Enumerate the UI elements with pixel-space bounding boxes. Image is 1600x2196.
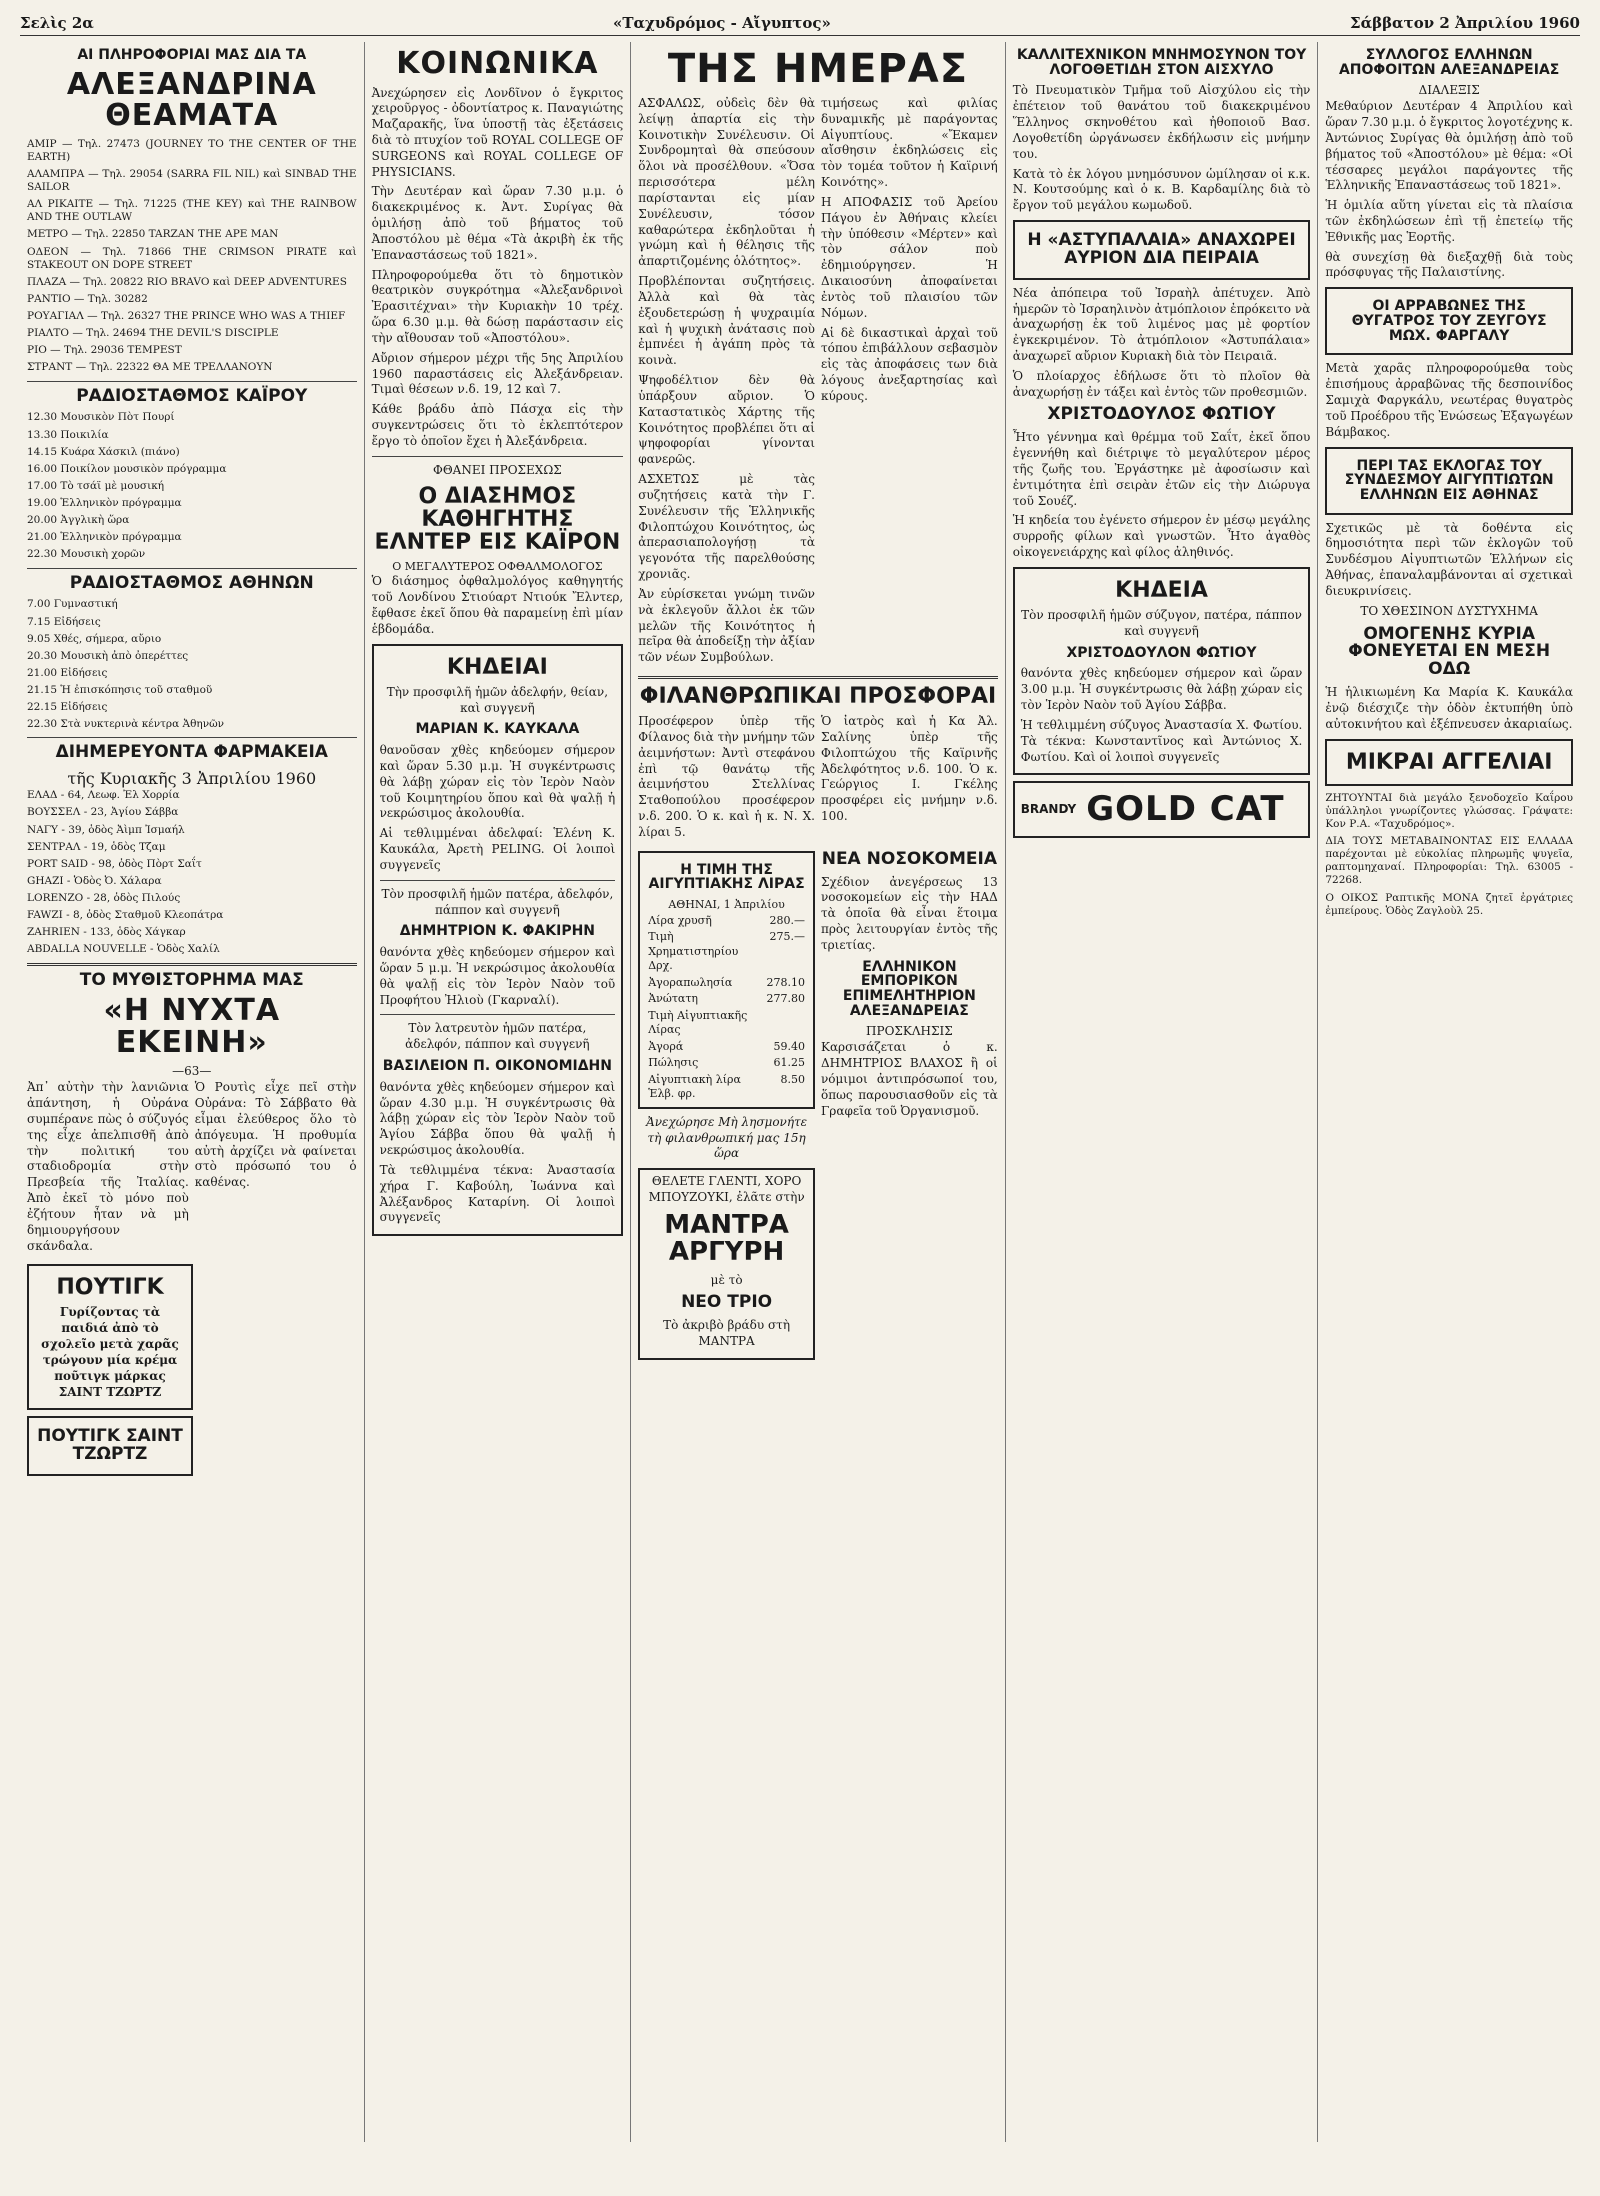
tavern-ad (638, 1168, 815, 1360)
pharmacy-item: ΝΑΓΥ - 39, ὁδὸς Ἀὶμπ Ἰσμαήλ (27, 823, 185, 836)
pharmacy-item: PORT SAID - 98, ὁδὸς Πὸρτ Σαΐτ (27, 857, 202, 870)
lira-dateline: ΑΘΗΝΑΙ, 1 Ἀπριλίου (668, 898, 785, 912)
radio-item: 16.00 Ποικίλον μουσικὸν πρόγραμμα (27, 462, 227, 475)
funeral-intro: Τὸν λατρευτὸν ἡμῶν πατέρα, ἀδελφόν, πάππον καὶ συγγενῆ (405, 1021, 590, 1052)
alumni-paragraph: Μεθαύριον Δευτέραν 4 Ἀπριλίου καὶ ὥραν 7.30 μ.μ. ὁ ἔγκριτος λογοτέχνης κ. Ἀντώνιος Συρίγας θὰ ὁμιλήσῃ ἀπὸ τοῦ βήματος τοῦ «Ἀποστόλου» μὲ θέμα: «Οἱ τέσσαρες μεγάλοι παράγοντες τῆς Ἑλληνικῆς Ἐπαναστάσεως τοῦ 1821». (1325, 99, 1573, 193)
radio-cairo-heading: ΡΑΔΙΟΣΤΑΘΜΟΣ ΚΑΪΡΟΥ (76, 385, 308, 406)
elections-heading: ΠΕΡΙ ΤΑΣ ΕΚΛΟΓΑΣ ΤΟΥ ΣΥΝΔΕΣΜΟΥ ΑΙΓΥΠΤΙΩΤΩΝ ΕΛΛΗΝΩΝ ΕΙΣ ΑΘΗΝΑΣ (1344, 457, 1554, 503)
philanthropy-heading: ΦΙΛΑΝΘΡΩΠΙΚΑΙ ΠΡΟΣΦΟΡΑΙ (639, 683, 997, 709)
day-paragraph: ΑΣΦΑΛΩΣ, οὐδεὶς δὲν θὰ λείψῃ ἀπαρτία εἰς τὴν Κοινοτικὴν Συνέλευσιν. Οἱ Συνδρομηταὶ θὰ σπεύσουν ὅλοι νὰ προσέλθουν. «Ὅσα περισσότερα μέλη παρίστανται εἰς μίαν Συνέλευσιν, τόσον καθαρώτερα ἐκδηλοῦται ἡ γνώμη καὶ ἡ θέλησις τῆς ἀπαρτιζομένης ὁλότητος». (638, 96, 815, 269)
radio-item: 21.00 Ἑλληνικὸν πρόγραμμα (27, 531, 182, 544)
astypalaia-box (1013, 220, 1311, 280)
cinema-item: ΡΟΥΑΓΙΑΛ — Τηλ. 26327 THE PRINCE WHO WAS A THIEF (27, 310, 346, 323)
funeral-name: ΜΑΡΙΑΝ Κ. ΚΑΥΚΑΛΑ (415, 721, 580, 738)
alumni-paragraph: θὰ συνεχίσῃ θὰ διεξαχθῇ διὰ τοὺς πρόσφυγας τῆς Παλαιστίνης. (1325, 249, 1573, 280)
radio-item: 22.30 Μουσικὴ χορῶν (27, 548, 146, 561)
pharmacy-item: ΕΛΑΔ - 64, Λεωφ. Ἐλ Χορρία (27, 789, 180, 802)
pharmacy-item: ΣΕΝΤΡΑΛ - 19, ὁδὸς Τζαμ (27, 840, 166, 853)
astypalaia-paragraph: Νέα ἀπόπειρα τοῦ Ἰσραὴλ ἀπέτυχεν. Ἀπὸ ἡμερῶν τὸ Ἰσραηλινὸν ἀτμόπλοιον ἐπρόκειτο νὰ ἀναχωρήσῃ ἐκ τοῦ λιμένος μας μὲ φορτίον ἐγκεκριμένον. Τὸ ἀτμόπλοιον «Ἀστυπάλαια» ἀναχωρεῖ αὔριον Κυριακὴ διὰ τὸν Πειραιᾶ. (1012, 285, 1311, 363)
page-header (20, 14, 1580, 36)
social-paragraph: Αὔριον σήμερον μέχρι τῆς 5ης Ἀπριλίου 1960 παραστάσεις εἰς Ἀλεξάνδρειαν. Τιμαὶ θέσεων ν.δ. 19, 12 καὶ 7. (371, 350, 624, 397)
day-paragraph: Προβλέπονται συζητήσεις. Ἀλλὰ καὶ θὰ τὰς ἐξουδετερώσῃ ἡ ψυχραιμία καὶ ἡ ψυχικὴ ἀνάτασις ποὺ ἐμπνέει ἡ ἀγάπη πρὸς τὰ κοινὰ. (638, 274, 815, 368)
funeral-heading: ΚΗΔΕΙΑ (1115, 577, 1208, 603)
newspaper-name: «Ταχυδρόμος - Αἴγυπτος» (612, 14, 831, 32)
novel-section-heading: ΤΟ ΜΥΘΙΣΤΟΡΗΜΑ ΜΑΣ (79, 969, 304, 990)
hospitals-paragraph: Σχέδιον ἀνεγέρσεως 13 νοσοκομείων εἰς τὴν ΗΑΔ τὰ ὁποῖα θὰ εἶναι ἕτοιμα πρὸς λειτουργίαν ἐντὸς τῆς τριετίας. (820, 874, 998, 952)
pharmacy-item: ΒΟΥΣΣΕΛ - 23, Ἀγίου Σάββα (27, 806, 179, 819)
pudding-ad-text: Γυρίζοντας τὰ παιδιά ἀπὸ τὸ σχολεῖο μετὰ χαρᾶς τρώγουν μία κρέμα ποῦτιγκ μάρκας ΣΑΙΝΤ ΤΖΩΡΤΖ (41, 1305, 179, 1399)
funeral-text: θανόντα χθὲς κηδεύομεν σήμερον καὶ ὥραν 3.00 μ.μ. Ἡ συγκέντρωσις θὰ λάβῃ χώραν εἰς τὸν Ἱερὸν Ναὸν τοῦ Ἁγίου Σάββα. (1020, 666, 1303, 713)
classified-item: Ο ΟΙΚΟΣ Ραπτικῆς ΜΟΝΑ ζητεῖ ἐργάτριες ἐμπείρους. Ὁδὸς Ζαγλοὺλ 25. (1325, 891, 1573, 917)
novel-episode-number: —63— (172, 1064, 212, 1079)
classifieds-heading: ΜΙΚΡΑΙ ΑΓΓΕΛΙΑΙ (1345, 749, 1553, 775)
philanthropy-paragraph: Ὁ ἰατρὸς καὶ ἡ Κα Ἀλ. Σαλίνης ὑπὲρ τῆς Φιλοπτώχου τῆς Καϊρινῆς Ἀδελφότητος ν.δ. 100. Ὁ κ. Γεώργιος Ι. Γκέλης προσφέρει εἰς μνήμην ν.δ. 100. (820, 714, 998, 824)
funeral-name: ΧΡΙΣΤΟΔΟΥΛΟΝ ΦΩΤΙΟΥ (1066, 644, 1257, 661)
alumni-paragraph: Ἡ ὁμιλία αὕτη γίνεται εἰς τὰ πλαίσια τῶν ἐκδηλώσεων ἐπὶ τῇ ἐπετείῳ τῆς Ἐθνικῆς μας Ἑορτῆς. (1325, 198, 1573, 244)
day-paragraph: Ψηφοδέλτιον δὲν θὰ ὑπάρξουν αὔριον. Ὁ Καταστατικὸς Χάρτης τῆς Κοινότητος προβλέπει ὅτι αἱ ψηφοφορίαι γίνονται φανερῶς. (638, 373, 815, 467)
funeral-family: Τὰ τεθλιμμένα τέκνα: Ἀναστασία χήρα Γ. Καβούλη, Ἰωάννα καὶ Ἀλέξανδρος Καταρίνη. Οἱ λοιποὶ συγγενεῖς (379, 1162, 616, 1225)
cinema-item: ΑΛΑΜΠΡΑ — Τηλ. 29054 (SARRA FIL NIL) καὶ SINBAD THE SAILOR (27, 167, 357, 194)
pharmacy-item: GHAZI - Ὁδὸς Ὀ. Χάλαρα (27, 874, 162, 887)
table-row: Ἀγορά 59.40 (648, 1039, 805, 1053)
tavern-ad-name: ΜΑΝΤΡΑ ΑΡΓΥΡΗ (664, 1209, 789, 1268)
cinema-item: ΟΔΕΟΝ — Τηλ. 71866 THE CRIMSON PIRATE καὶ STAKEOUT ON DOPE STREET (27, 245, 357, 271)
page-number: Σελὶς 2α (20, 14, 94, 32)
classified-item: ΖΗΤΟΥΝΤΑΙ διὰ μεγάλο ξενοδοχεῖο Καΐρου ὑπάλληλοι γνωρίζοντες γλώσσας. Γράψατε: Κον Ρ.Α. «Ταχυδρόμος». (1325, 791, 1573, 830)
engagement-box (1325, 287, 1573, 355)
table-row: Πώλησις 61.25 (648, 1056, 805, 1070)
obituary-paragraph: Ἦτο γέννημα καὶ θρέμμα τοῦ Σαΐτ, ἐκεῖ ὅπου ἐγεννήθη καὶ διέτριψε τὸ μεγαλύτερον μέρος τῆς ζωῆς του. Ἐργάστηκε μὲ ἀφοσίωσιν καὶ ἐντιμότητα ἐπὶ σειρὰν ἐτῶν εἰς τὴν Διώρυγα τοῦ Σουέζ. (1012, 430, 1311, 508)
pharmacy-list (27, 789, 357, 956)
radio-athens-list (27, 598, 357, 731)
day-paragraph: Ἀν εὑρίσκεται γνώμη τινῶν νὰ ἐκλεγοῦν ἄλλοι ἐκ τῶν μελῶν τῆς Κοινότητος ἡ πεῖρα θὰ ἀποδείξῃ τὴν ἀξίαν τῶν νέων Συμβούλων. (638, 586, 815, 665)
column-of-the-day (631, 42, 1006, 2142)
radio-item: 22.30 Στὰ νυκτερινὰ κέντρα Ἀθηνῶν (27, 718, 225, 731)
tavern-ad-with: μὲ τὸ (710, 1272, 743, 1287)
funeral-name: ΒΑΣΙΛΕΙΟΝ Π. ΟΙΚΟΝΟΜΙΔΗΝ (382, 1058, 612, 1075)
divider (380, 880, 616, 881)
funeral-name: ΔΗΜΗΤΡΙΟΝ Κ. ΦΑΚΙΡΗΝ (399, 923, 596, 940)
cinema-item: ΡΑΝΤΙΟ — Τηλ. 30282 (27, 292, 148, 305)
pharmacy-item: LORENZO - 28, ὁδὸς Πιλούς (27, 892, 181, 905)
tavern-ad-footer: Τὸ ἀκριβὸ βράδυ στὴ ΜΑΝΤΡΑ (663, 1318, 791, 1349)
brandy-label: BRANDY (1020, 801, 1077, 816)
chamber-subheading: ΠΡΟΣΚΛΗΣΙΣ (866, 1024, 953, 1039)
social-heading: ΚΟΙΝΩΝΙΚΑ (396, 46, 599, 81)
reminder-ad: Ἀνεχώρησε Μὴ λησμονήτε τὴ φιλανθρωπική μας 15η ὥρα (646, 1114, 808, 1161)
cinema-item: ΡΙΑΛΤΟ — Τηλ. 24694 THE DEVIL'S DISCIPLE (27, 327, 279, 340)
radio-item: 17.00 Τὸ τσάϊ μὲ μουσική (27, 479, 165, 492)
chamber-paragraph: Καρσισάζεται ὁ κ. ΔΗΜΗΤΡΙΟΣ ΒΛΑΧΟΣ ἢ οἱ νόμιμοι ἀντιπρόσωποί του, ὅπως παρουσιασθοῦν εἰς τὰ Γραφεῖα τοῦ Ὀργανισμοῦ. (820, 1040, 998, 1118)
alumni-heading: ΣΥΛΛΟΓΟΣ ΕΛΛΗΝΩΝ ΑΠΟΦΟΙΤΩΝ ΑΛΕΞΑΝΔΡΕΙΑΣ (1338, 47, 1560, 78)
engagement-heading: ΟΙ ΑΡΡΑΒΩΝΕΣ ΤΗΣ ΘΥΓΑΤΡΟΣ ΤΟΥ ΖΕΥΓΟΥΣ ΜΩΧ. ΦΑΡΓΑΛΥ (1351, 298, 1547, 344)
philanthropy-paragraph: Προσέφερον ὑπὲρ τῆς Φίλανος διὰ τὴν μνήμην τῶν ἀειμνήστων: Ἀντὶ στεφάνου ἐπὶ τῷ θανάτῳ τῆς ἀειμνήστου Στελλίνας Σταθοπούλου προσέφερον ν.δ. 200. Ὁ κ. καὶ ἡ κ. Ν. Χ. λίραι 5. (638, 714, 815, 839)
column-entertainment (20, 42, 365, 2142)
table-row: Τιμὴ Αἰγυπτιακῆς Λίρας (648, 1008, 748, 1037)
table-row: Λίρα χρυσῆ 280.— (648, 913, 805, 927)
memorial-paragraph: Κατὰ τὸ ἐκ λόγου μνημόσυνον ὡμίλησαν οἱ κ.κ. Ν. Κουτσούμης καὶ ὁ κ. Β. Καρδαμίλης διὰ τὸ ἔργον τοῦ μεγάλου κωμωδοῦ. (1012, 166, 1311, 213)
cinema-item: ΜΕΤΡΟ — Τηλ. 22850 TARZAN THE APE MAN (27, 228, 279, 241)
accident-kicker: ΤΟ ΧΘΕΣΙΝΟΝ ΔΥΣΤΥΧΗΜΑ (1360, 603, 1538, 618)
lower-section (638, 845, 998, 1366)
column-associations (1318, 42, 1580, 2142)
feature-headline: Ο ΔΙΑΣΗΜΟΣ ΚΑΘΗΓΗΤΗΣ ΕΛΝΤΕΡ ΕΙΣ ΚΑΪΡΟΝ (374, 483, 621, 555)
funeral-text: θανοῦσαν χθὲς κηδεύομεν σήμερον καὶ ὥραν 5.30 μ.μ. Ἡ συγκέντρωσις θὰ λάβῃ χώραν εἰς τὸν Ἱερὸν Ναὸν τοῦ Κοιμητηρίου ὅπου καὶ θὰ ψαλῇ ἡ νεκρώσιμος ἀκολουθία. (379, 743, 616, 821)
column-arts (1006, 42, 1319, 2142)
funeral-text: θανόντα χθὲς κηδεύομεν σήμερον καὶ ὥραν 4.30 μ.μ. Ἡ συγκέντρωσις θὰ λάβῃ χώραν εἰς τὸν Ἱερὸν Ναὸν τοῦ Ἁγίου Σάββα ὅπου θὰ ψαλῇ ἡ νεκρώσιμος ἀκολουθία. (379, 1079, 616, 1158)
chamber-heading: ΕΛΛΗΝΙΚΟΝ ΕΜΠΟΡΙΚΟΝ ΕΠΙΜΕΛΗΤΗΡΙΟΝ ΑΛΕΞΑΝΔΡΕΙΑΣ (842, 958, 976, 1019)
funeral-intro: Τὸν προσφιλῆ ἡμῶν πατέρα, ἀδελφόν, πάππον καὶ συγγενῆ (381, 886, 614, 917)
day-paragraph: Η ΑΠΟΦΑΣΙΣ τοῦ Ἀρείου Πάγου ἐν Ἀθήναις κλείει τὴν ὑπόθεσιν «Μέρτεν» καὶ τὸν σάλον ποὺ ἐδημιούργησεν. Ἡ Δικαιοσύνη ἀποφαίνεται ἐντὸς τοῦ πλαισίου τῶν Νόμων. (820, 194, 998, 320)
novel-title: «Η ΝΥΧΤΑ ΕΚΕΙΝΗ» (103, 993, 281, 1060)
radio-item: 7.15 Εἰδήσεις (27, 615, 101, 628)
novel-body (27, 1080, 357, 1258)
funeral-intro: Τὴν προσφιλῆ ἡμῶν ἀδελφήν, θείαν, καὶ συγγενῆ (386, 684, 609, 715)
cinema-item: ΑΛ ΡΙΚΑΙΤΕ — Τηλ. 71225 (THE KEY) καὶ THE RAINBOW AND THE OUTLAW (27, 198, 357, 224)
classified-item: ΔΙΑ ΤΟΥΣ ΜΕΤΑΒΑΙΝΟΝΤΑΣ ΕΙΣ ΕΛΛΑΔΑ παρέχονται μὲ εὐκολίας πληρωμῆς ψυγεῖα, ραπτομηχαναί. Πληροφορίαι: Τηλ. 63005 - 72268. (1325, 835, 1573, 887)
lira-box (638, 851, 815, 1109)
lira-heading: Η ΤΙΜΗ ΤΗΣ ΑΙΓΥΠΤΙΑΚΗΣ ΛΙΡΑΣ (648, 861, 805, 893)
elections-box (1325, 447, 1573, 515)
funeral-family: Αἱ τεθλιμμέναι ἀδελφαί: Ἑλένη Κ. Καυκάλα, Ἀρετὴ PELING. Οἱ λοιποὶ συγγενεῖς (379, 826, 616, 872)
radio-item: 21.15 Ἡ ἐπισκόπησις τοῦ σταθμοῦ (27, 684, 213, 696)
accident-paragraph: Ἡ ἡλικιωμένη Κα Μαρία Κ. Καυκάλα ἐνῷ διέσχιζε τὴν ὁδὸν ἐκτυπήθη ὑπὸ αὐτοκινήτου καὶ ἐξέπνευσεν ἀκαριαίως. (1325, 685, 1573, 731)
tavern-ad-trio: ΝΕΟ ΤΡΙΟ (681, 1292, 773, 1313)
astypalaia-heading: Η «ΑΣΤΥΠΑΛΑΙΑ» ΑΝΑΧΩΡΕΙ ΑΥΡΙΟΝ ΔΙΑ ΠΕΙΡΑΙΑ (1027, 230, 1296, 268)
cinema-item: ΠΛΑΖΑ — Τηλ. 20822 RIO BRAVO καὶ DEEP ADVENTURES (27, 275, 347, 288)
pudding-ad (27, 1264, 193, 1410)
pudding-ad-2-title: ΠΟΥΤΙΓΚ ΣΑΙΝΤ ΤΖΩΡΤΖ (37, 1426, 183, 1465)
memorial-paragraph: Τὸ Πνευματικὸν Τμῆμα τοῦ Αἰσχύλου εἰς τὴν ἐπέτειον τοῦ θανάτου τοῦ διακεκριμένου Ἕλληνος σκηνοθέτου καὶ ἠθοποιοῦ Βασ. Λογοθετίδη ὠργάνωσεν ἐκδήλωσιν εἰς μνήμην του. (1012, 83, 1311, 161)
pudding-ad-title: ΠΟΥΤΙΓΚ (56, 1275, 164, 1301)
brandy-ad (1013, 781, 1311, 838)
social-paragraph: Πληροφορούμεθα ὅτι τὸ δημοτικὸν θεατρικὸν συγκρότημα «Ἀλεξανδρινοὶ Ἐρασιτέχναι» τὴν Κυριακὴν 10 τρέχ. ὥρα 6.30 μ.μ. θὰ δώσῃ παράστασιν εἰς τὴν αἴθουσαν τοῦ «Ἀποστόλου». (371, 267, 624, 345)
day-paragraph: τιμήσεως καὶ φιλίας δυναμικῆς μὲ παράγοντας Αἰγυπτίους. «Ἔκαμεν αἴσθησιν ἐκδηλώσεις εἰς τὸν τομέα τοῦτον ἡ Καϊρινή Κοινότης». (820, 96, 998, 190)
divider (27, 737, 357, 738)
funeral-family: Ἡ τεθλιμμένη σύζυγος Ἀναστασία Χ. Φωτίου. Τὰ τέκνα: Κωνσταντῖνος καὶ Ἀντώνιος Χ. Φωτίου. Καὶ οἱ λοιποὶ συγγενεῖς (1020, 717, 1303, 764)
hospitals-heading: ΝΕΑ ΝΟΣΟΚΟΜΕΙΑ (821, 848, 998, 869)
engagement-paragraph: Μετὰ χαρᾶς πληροφορούμεθα τοὺς ἐπισήμους ἀρραβῶνας τῆς δεσποινίδος Σαμιχὰ Φαργκάλυ, νεωτέρας θυγατρὸς τοῦ Προέδρου τῆς Ἐνώσεως Ἐξαγωγέων Βάμβακος. (1325, 361, 1573, 439)
column-social (365, 42, 632, 2142)
obituary-paragraph: Ἡ κηδεία του ἐγένετο σήμερον ἐν μέσῳ μεγάλης συρροῆς φίλων καὶ γνωστῶν. Ἦτο ἀγαθὸς οἰκογενειάρχης καὶ φίλος ἀληθινός. (1012, 513, 1311, 560)
table-row: Ἀγοραπωλησία 278.10 (648, 975, 805, 989)
funeral-text: θανόντα χθὲς κηδεύομεν σήμερον καὶ ὥραν 5 μ.μ. Ἡ νεκρώσιμος ἀκολουθία θὰ ψαλῇ εἰς τὸν Ἱερὸν Ναὸν τοῦ Προφήτου Ἠλιοὺ (Γκαρναλί). (379, 945, 616, 1007)
pharmacy-heading: ΔΙΗΜΕΡΕΥΟΝΤΑ ΦΑΡΜΑΚΕΙΑ (55, 742, 328, 763)
funerals-heading: ΚΗΔΕΙΑΙ (446, 654, 548, 680)
table-row: Τιμὴ Χρηματιστηρίου Δρχ. 275.— (648, 930, 805, 973)
day-body (638, 96, 998, 670)
day-heading: ΤΗΣ ΗΜΕΡΑΣ (667, 46, 969, 92)
pharmacy-item: ZAHRIEN - 133, ὁδὸς Χάγκαρ (27, 926, 186, 939)
feature-subheadline: Ο ΜΕΓΑΛΥΤΕΡΟΣ ΟΦΘΑΛΜΟΛΟΓΟΣ (392, 559, 603, 573)
brandy-name: GOLD CAT (1086, 789, 1285, 830)
pharmacy-subheading: τῆς Κυριακῆς 3 Ἀπριλίου 1960 (67, 769, 317, 789)
radio-item: 20.30 Μουσικὴ ἀπὸ ὀπερέττες (27, 649, 189, 662)
elections-paragraph: Σχετικῶς μὲ τὰ δοθέντα εἰς δημοσιότητα περὶ τῶν ἐκλογῶν τοῦ Συνδέσμου Αἰγυπτιωτῶν Ἑλλήνων εἰς Ἀθήνας, ἐπαναλαμβάνονται αἱ σχετικαὶ διευκρινίσεις. (1325, 520, 1573, 598)
radio-cairo-list (27, 411, 357, 561)
feature-paragraph: Ὁ διάσημος ὀφθαλμολόγος καθηγητής τοῦ Λονδίνου Στιούαρτ Ντιούκ Ἔλντερ, ἔφθασε ἐκεῖ ὅπου θὰ παραμείνῃ ἐπὶ μίαν ἑβδομάδα. (371, 574, 624, 636)
astypalaia-paragraph: Ὁ πλοίαρχος ἐδήλωσε ὅτι τὸ πλοῖον θὰ ἀναχωρήσῃ ἐν τάξει καὶ ἐντὸς τῶν προθεσμιῶν. (1012, 368, 1311, 399)
philanthropy-body (638, 714, 998, 845)
obituary-heading: ΧΡΙΣΤΟΔΟΥΛΟΣ ΦΩΤΙΟΥ (1047, 404, 1276, 425)
cinema-item: ΑΜΙΡ — Τηλ. 27473 (JOURNEY TO THE CENTER OF THE EARTH) (27, 137, 357, 163)
classifieds-box (1325, 739, 1573, 786)
cinema-item: ΣΤΡΑΝΤ — Τηλ. 22322 ΘΑ ΜΕ ΤΡΕΛΛΑΝΟΥΝ (27, 361, 273, 374)
divider (27, 963, 357, 966)
divider (380, 1014, 616, 1015)
feature-kicker: ΦΘΑΝΕΙ ΠΡΟΣΕΧΩΣ (433, 462, 562, 477)
lira-table (646, 913, 807, 1103)
social-paragraph: Ἀνεχώρησεν εἰς Λονδῖνον ὁ ἔγκριτος χειροῦργος - ὀδοντίατρος κ. Παναγιώτης Μαζαρακῆς, ἵνα ὑποστῇ τὰς ἐξετάσεις διὰ τὸ πτυχίον τοῦ ROYAL COLLEGE OF SURGEONS καὶ ROYAL COLLEGE OF PHYSICIANS. (371, 85, 624, 179)
pharmacy-item: FAWZI - 8, ὁδὸς Σταθμοῦ Κλεοπάτρα (27, 909, 224, 922)
radio-item: 7.00 Γυμναστική (27, 598, 118, 611)
pudding-ad-2 (27, 1416, 193, 1476)
radio-item: 19.00 Ἑλληνικὸν πρόγραμμα (27, 497, 182, 510)
divider (27, 568, 357, 569)
pharmacy-item: ABDALLA NOUVELLE - Ὁδὸς Χαλίλ (27, 943, 220, 956)
funerals-box (372, 644, 624, 1237)
day-paragraph: ΑΣΧΕΤΩΣ μὲ τὰς συζητήσεις κατὰ τὴν Γ. Συνέλευσιν τῆς Ἑλληνικῆς Φιλοπτώχου Κοινότητος, ὡς ἀπερασιαπολογήσῃ τὰ γεγονότα τῆς παρελθούσης χρονιᾶς. (638, 472, 815, 582)
novel-paragraph: Ἀπ᾽ αὐτὴν τὴν λανιῶνια ἀπάντηση, ἡ Οὐράνα συμπέρανε πὼς ὁ σύζυγός της εἶχε ἀπελπισθῆ ἀπὸ τὴν πολιτική του σταδιοδρομία στὴν Πρεσβεία τῆς Ἰταλίας. Ἀπὸ ἐκεῖ τὸ μόνο ποὺ ἐζήτουν ἦταν νὰ μὴ δημιουργήσουν σκάνδαλα. (27, 1080, 189, 1253)
memorial-heading: ΚΑΛΛΙΤΕΧΝΙΚΟΝ ΜΝΗΜΟΣΥΝΟΝ ΤΟΥ ΛΟΓΟΘΕΤΙΔΗ ΣΤΟΝ ΑΙΣΧΥΛΟ (1016, 47, 1307, 78)
funeral-box (1013, 567, 1311, 775)
radio-item: 22.15 Εἰδήσεις (27, 701, 108, 714)
radio-item: 20.00 Ἀγγλικὴ ὥρα (27, 514, 130, 527)
info-heading: ΑΙ ΠΛΗΡΟΦΟΡΙΑΙ ΜΑΣ ΔΙΑ ΤΑ (77, 47, 307, 63)
radio-athens-heading: ΡΑΔΙΟΣΤΑΘΜΟΣ ΑΘΗΝΩΝ (69, 572, 314, 593)
divider (27, 381, 357, 382)
newspaper-page (20, 14, 1580, 2154)
divider (372, 456, 624, 457)
funeral-intro: Τὸν προσφιλῆ ἡμῶν σύζυγον, πατέρα, πάππον καὶ συγγενῆ (1021, 608, 1302, 638)
divider (638, 676, 998, 679)
tavern-ad-intro: ΘΕΛΕΤΕ ΓΛΕΝΤΙ, ΧΟΡΟ ΜΠΟΥΖΟΥΚΙ, ἐλᾶτε στὴν (648, 1174, 805, 1205)
radio-item: 14.15 Κυάρα Χάσκιλ (πιάνο) (27, 445, 180, 458)
novel-paragraph: Ὁ Ρουτὶς εἶχε πεῖ στὴν Οὐράνα: Τὸ Σάββατο θὰ εἶμαι ἐλεύθερος ὅλο τὸ ἀπόγευμα. Ἡ προθυμία αὐτὴ ἀρχίζει νὰ φαίνεται στὸ πρόσωπό του ὁ καθένας. (194, 1080, 357, 1190)
day-paragraph: Αἱ δὲ δικαστικαὶ ἀρχαὶ τοῦ τόπου ἐπιβάλλουν σεβασμὸν εἰς τὰς ἀποφάσεις των διὰ λόγους ἀνεξαρτησίας καὶ κύρους. (820, 325, 998, 403)
radio-item: 12.30 Μουσικὸν Πὸτ Πουρί (27, 411, 175, 424)
radio-item: 9.05 Χθές, σήμερα, αὔριο (27, 632, 162, 645)
radio-item: 13.30 Ποικιλία (27, 428, 109, 441)
accident-headline: ΟΜΟΓΕΝΗΣ ΚΥΡΙΑ ΦΟΝΕΥΕΤΑΙ ΕΝ ΜΕΣΗ ΟΔΩ (1348, 623, 1551, 680)
cinema-item: ΡΙΟ — Τηλ. 29036 TEMPEST (27, 344, 182, 357)
issue-date: Σάββατον 2 Ἀπριλίου 1960 (1349, 14, 1580, 32)
cinema-list (27, 138, 357, 375)
radio-item: 21.00 Εἰδήσεις (27, 666, 108, 679)
table-row: Ἀνώτατη 277.80 (648, 992, 805, 1006)
table-row: Αἰγυπτιακὴ λίρα Ἑλβ. φρ. 8.50 (648, 1072, 805, 1101)
social-paragraph: Τὴν Δευτέραν καὶ ὥραν 7.30 μ.μ. ὁ διακεκριμένος κ. Ἀντ. Συρίγας θὰ ὁμιλήσῃ ἀπὸ τοῦ βήματος τοῦ Ἀποστόλου μὲ θέμα «Τὰ ἀκριβὴ ἐκ τῆς Ἐπαναστάσεως τοῦ 1821». (371, 184, 624, 262)
alumni-subheading: ΔΙΑΛΕΞΙΣ (1418, 83, 1480, 98)
social-paragraph: Κάθε βράδυ ἀπὸ Πάσχα εἰς τὴν συγκεντρώσεις ὅτι τὸ ἐκλεπτότερον ἔργο τὸ ὁποῖον ἔχει ἡ Ἀλεξάνδρεια. (371, 402, 624, 448)
theatres-heading: ΑΛΕΞΑΝΔΡΙΝΑ ΘΕΑΜΑΤΑ (66, 66, 317, 134)
